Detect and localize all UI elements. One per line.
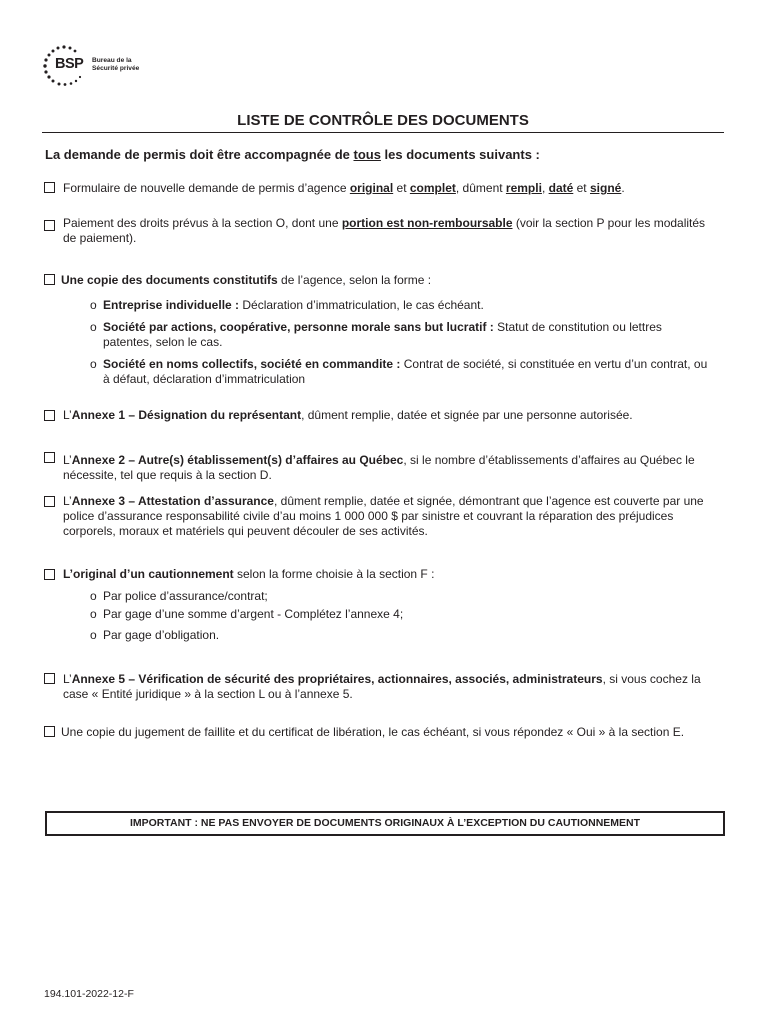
sub-item: o Par police d’assurance/contrat; xyxy=(90,589,268,603)
checkbox[interactable] xyxy=(44,726,55,737)
checkbox[interactable] xyxy=(44,452,55,463)
checkbox[interactable] xyxy=(44,569,55,580)
checklist-item-bond: L’original d’un cautionnement selon la forme choisie à la section F : xyxy=(44,567,714,582)
sub-item: o Société par actions, coopérative, personne morale sans but lucratif : Statut de constitution ou lettres patentes, selon le cas. xyxy=(90,320,662,349)
logo-abbr: BSP xyxy=(55,56,84,72)
checklist-item-bankruptcy: Une copie du jugement de faillite et du certificat de libération, le cas échéant, si vous répondez « Oui » à la section E. xyxy=(44,725,714,740)
sub-item: o Société en noms collectifs, société en commandite : Contrat de société, si constituée en vertu d’un contrat, ou à défaut, déclaration d’immatriculation xyxy=(90,357,708,386)
sub-item: o Par gage d’obligation. xyxy=(90,628,220,642)
checklist-item-annexe-2: L’Annexe 2 – Autre(s) établissement(s) d’affaires au Québec, si le nombre d’établissements d’affaires au Québec le nécessite, tel que requis à la section D. xyxy=(44,453,714,483)
logo xyxy=(42,44,162,86)
sub-item: o Par gage d’une somme d’argent - Complétez l’annexe 4; xyxy=(90,607,404,621)
checkbox[interactable] xyxy=(44,496,55,507)
checklist-item-payment: Paiement des droits prévus à la section O, dont une portion est non-remboursable (voir la section P pour les modalités de paiement). xyxy=(44,216,714,246)
checkbox[interactable] xyxy=(44,673,55,684)
document-number: 194.101-2022-12-F xyxy=(44,988,134,1000)
checkbox[interactable] xyxy=(44,410,55,421)
checkbox[interactable] xyxy=(44,182,55,193)
checkbox[interactable] xyxy=(44,274,55,285)
sub-item: o Entreprise individuelle : Déclaration d’immatriculation, le cas échéant. xyxy=(90,298,484,312)
checklist-item-form: Formulaire de nouvelle demande de permis d’agence original et complet, dûment rempli, daté et signé. xyxy=(44,181,714,196)
checklist-item-annexe-3: L’Annexe 3 – Attestation d’assurance, dûment remplie, datée et signée, démontrant que l’agence est couverte par une police d’assurance responsabilité civile d’au moins 1 000 000 $ par sinistre et couvrant la réparation des préjudices corporels, moraux et matériels qui peuvent découler de ses activités. xyxy=(44,494,714,539)
important-notice: IMPORTANT : NE PAS ENVOYER DE DOCUMENTS ORIGINAUX À L’EXCEPTION DU CAUTIONNEMENT xyxy=(45,811,725,836)
page-title: LISTE DE CONTRÔLE DES DOCUMENTS xyxy=(42,112,724,133)
checklist-item-constitutive-docs: Une copie des documents constitutifs de l’agence, selon la forme : xyxy=(44,273,714,288)
checklist-item-annexe-5: L’Annexe 5 – Vérification de sécurité des propriétaires, actionnaires, associés, administrateurs, si vous cochez la case « Entité juridique » à la section L ou à l’annexe 5. xyxy=(44,672,714,702)
checklist-item-annexe-1: L’Annexe 1 – Désignation du représentant, dûment remplie, datée et signée par une personne autorisée. xyxy=(44,408,714,423)
logo-text: Bureau de la Sécurité privée xyxy=(92,57,140,72)
checkbox[interactable] xyxy=(44,220,55,231)
intro-text: La demande de permis doit être accompagnée de tous les documents suivants : xyxy=(45,147,540,162)
